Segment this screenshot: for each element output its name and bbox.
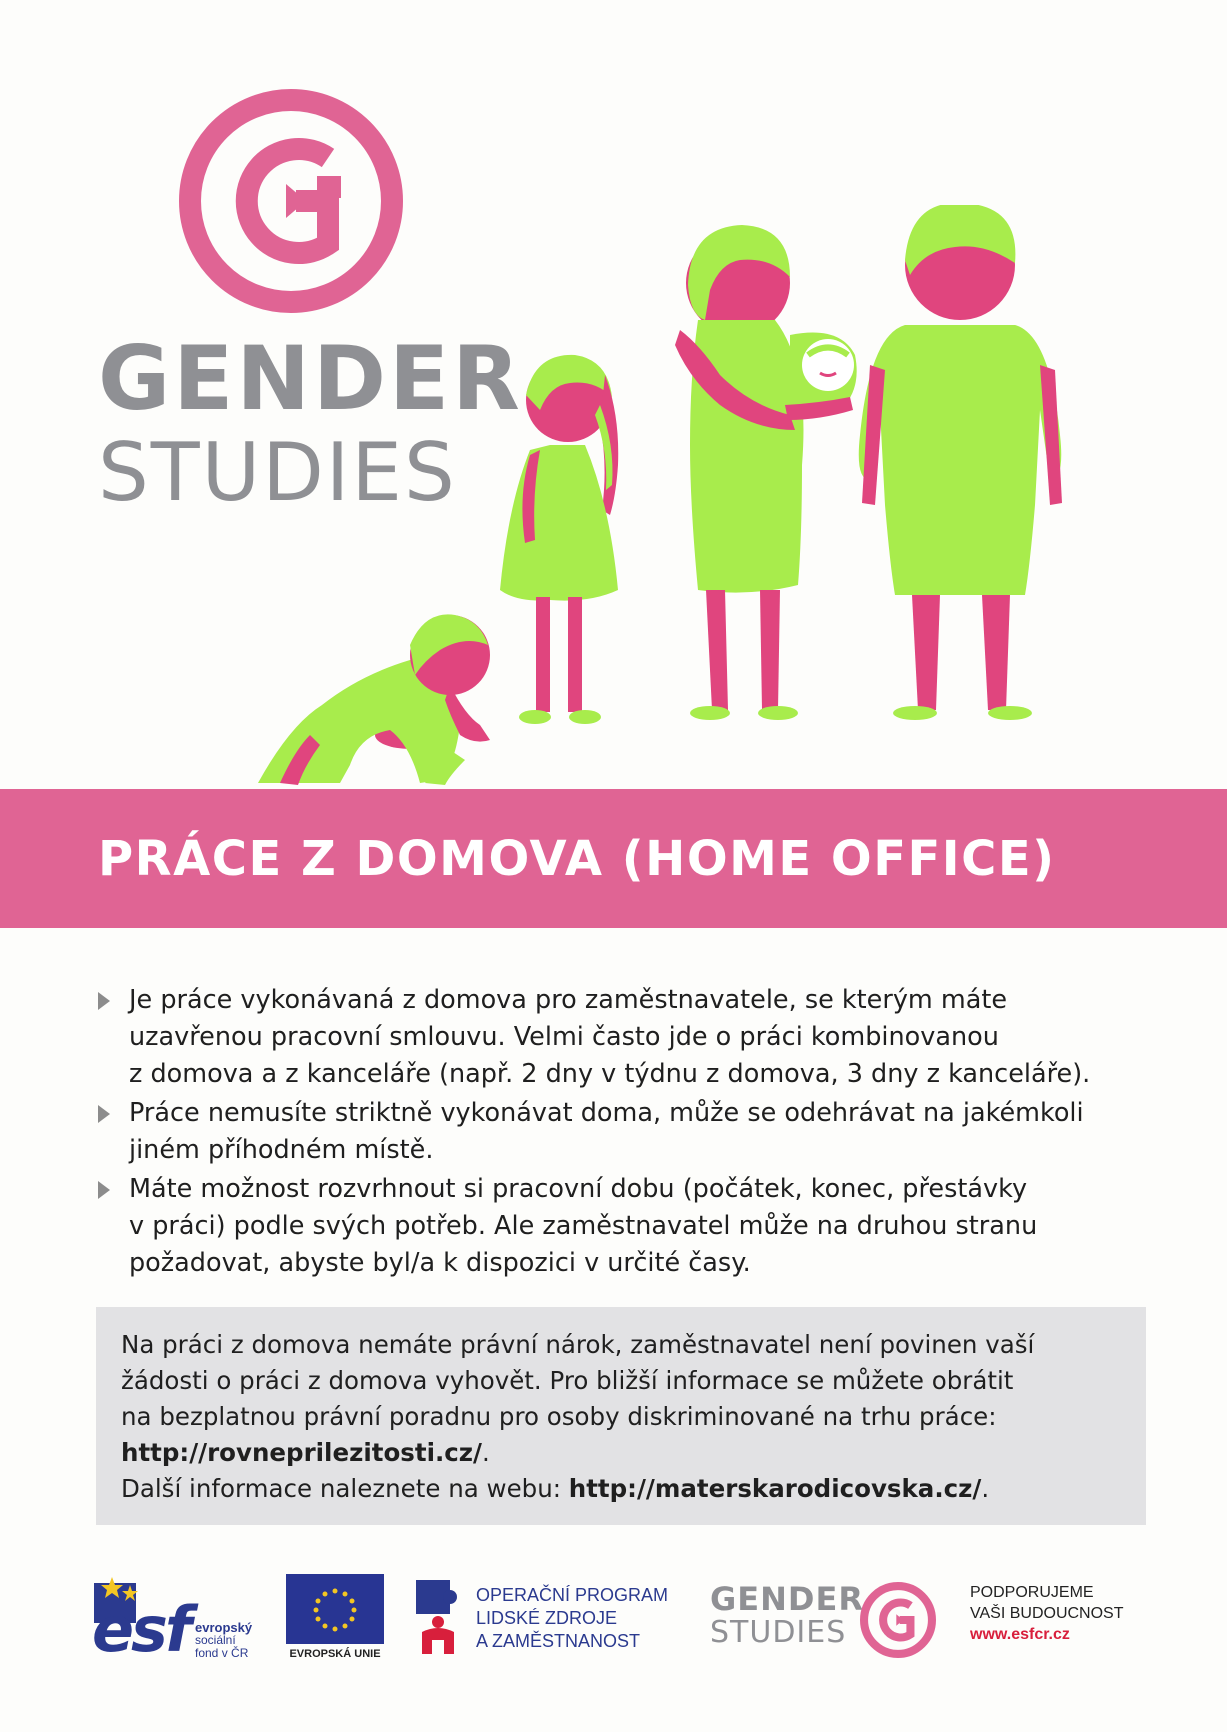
link-suffix: . bbox=[482, 1438, 490, 1467]
support-line: PODPORUJEME bbox=[970, 1584, 1094, 1601]
bullet-list bbox=[96, 982, 1156, 1284]
logo-word-studies: STUDIES bbox=[98, 426, 457, 519]
op-line: LIDSKÉ ZDROJE bbox=[476, 1608, 618, 1628]
crawling-baby-figure bbox=[258, 614, 490, 785]
esf-logo bbox=[92, 1575, 272, 1665]
esf-line: sociální bbox=[195, 1633, 236, 1647]
info-line: na bezplatnou právní poradnu pro osoby diskriminované na trhu práce: bbox=[121, 1402, 997, 1431]
small-logo-gender: GENDER bbox=[710, 1580, 864, 1618]
link-suffix: . bbox=[981, 1474, 990, 1503]
eu-label: EVROPSKÁ UNIE bbox=[289, 1648, 381, 1660]
esf-line: evropský bbox=[195, 1620, 253, 1635]
info-text bbox=[121, 1327, 1131, 1507]
girl-figure bbox=[500, 355, 618, 724]
esf-line: fond v ČR bbox=[195, 1646, 249, 1660]
info-line bbox=[121, 1435, 1131, 1471]
info-line: Na práci z domova nemáte právní nárok, zaměstnavatel není povinen vaší bbox=[121, 1330, 1035, 1359]
op-lzz-text bbox=[476, 1584, 668, 1653]
bullet-item bbox=[96, 1095, 1156, 1169]
title-banner bbox=[0, 789, 1227, 928]
mother-figure bbox=[675, 225, 857, 720]
op-line: OPERAČNÍ PROGRAM bbox=[476, 1585, 669, 1605]
triangle-bullet-icon bbox=[98, 1181, 110, 1199]
info-line bbox=[121, 1471, 1131, 1507]
bullet-text: Je práce vykonávaná z domova pro zaměstnavatele, se kterým máte uzavřenou pracovní smlouvu. Velmi často jde o práci kombinovanou z domova a z kanceláře (např. 2 dny v týdnu z domova, 3 dny z kanceláře). bbox=[129, 985, 1091, 1089]
small-logo-studies: STUDIES bbox=[710, 1615, 847, 1650]
logo-word-gender: GENDER bbox=[98, 327, 523, 430]
materskarodicovska-link[interactable]: http://materskarodicovska.cz/ bbox=[568, 1474, 982, 1503]
support-block bbox=[970, 1582, 1124, 1645]
rovneprilezitosti-link[interactable]: http://rovneprilezitosti.cz/ bbox=[121, 1438, 483, 1467]
family-illustration bbox=[250, 205, 1180, 795]
esf-wordmark: esf bbox=[92, 1593, 189, 1666]
info-prefix: Další informace naleznete na webu: bbox=[121, 1474, 569, 1503]
triangle-bullet-icon bbox=[98, 992, 110, 1010]
op-lzz-logo bbox=[414, 1578, 694, 1668]
bullet-item bbox=[96, 982, 1156, 1093]
eu-flag-icon bbox=[286, 1574, 384, 1644]
bullet-text: Máte možnost rozvrhnout si pracovní dobu (počátek, konec, přestávky v práci) podle svých potřeb. Ale zaměstnavatel může na druhou stranu požadovat, abyste byl/a k dispozici v určité časy. bbox=[129, 1174, 1038, 1278]
puzzle-person-icon bbox=[414, 1578, 464, 1654]
page-title: PRÁCE Z DOMOVA (HOME OFFICE) bbox=[98, 831, 1056, 887]
esf-caption bbox=[195, 1621, 252, 1660]
info-line: žádosti o práci z domova vyhovět. Pro bližší informace se můžete obrátit bbox=[121, 1366, 1014, 1395]
father-figure bbox=[859, 205, 1062, 720]
op-line: A ZAMĚSTNANOST bbox=[476, 1631, 641, 1651]
eu-logo bbox=[286, 1574, 386, 1664]
sponsor-footer bbox=[0, 1560, 1227, 1680]
info-box bbox=[96, 1307, 1146, 1525]
bullet-text: Práce nemusíte striktně vykonávat doma, může se odehrávat na jakémkoli jiném příhodném místě. bbox=[129, 1098, 1084, 1165]
esfcr-link[interactable]: www.esfcr.cz bbox=[970, 1626, 1070, 1643]
support-line: VAŠI BUDOUCNOST bbox=[970, 1605, 1124, 1622]
gender-studies-small-logo bbox=[710, 1582, 950, 1662]
triangle-bullet-icon bbox=[98, 1105, 110, 1123]
bullet-item bbox=[96, 1171, 1156, 1282]
small-gender-studies-icon bbox=[860, 1582, 936, 1658]
